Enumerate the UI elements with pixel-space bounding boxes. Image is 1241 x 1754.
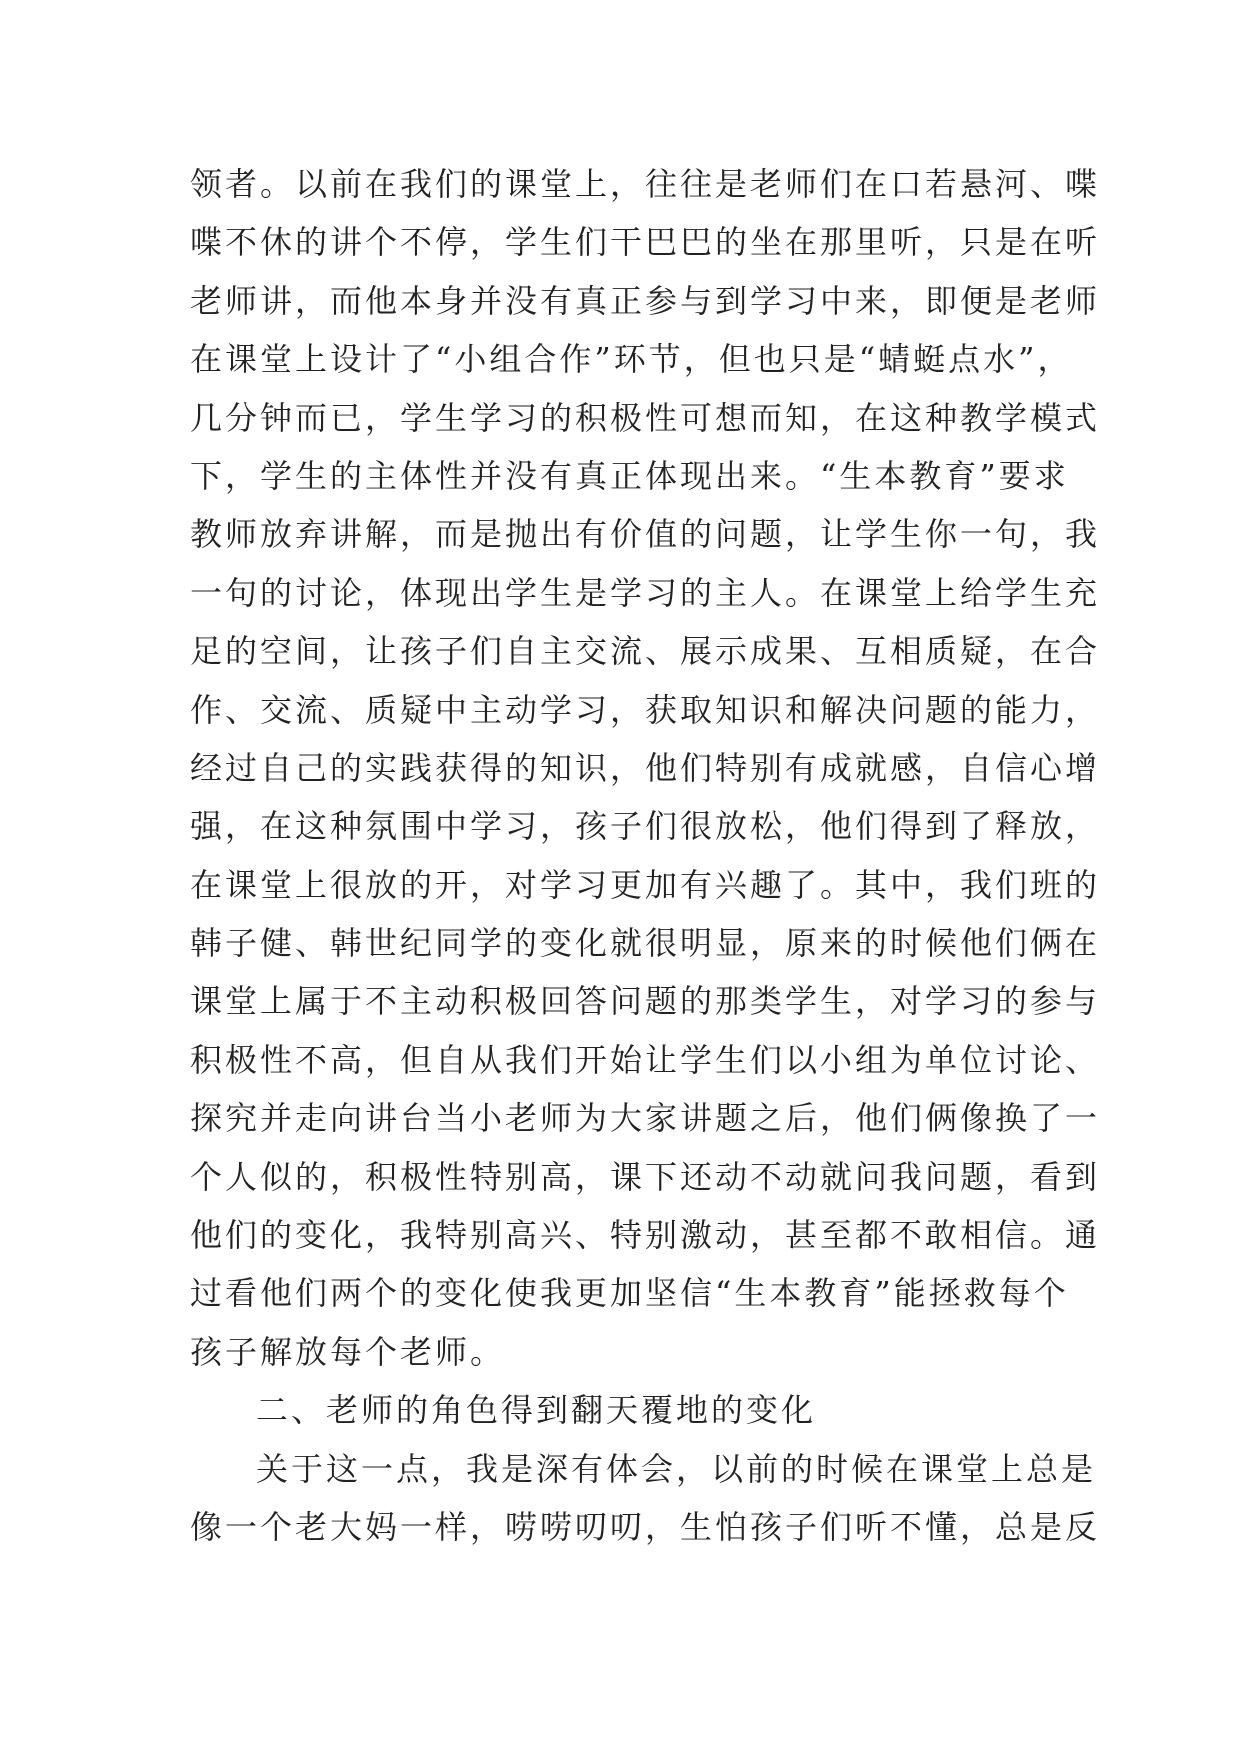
text-line: 课堂上属于不主动积极回答问题的那类学生，对学习的参与 (190, 982, 1101, 1021)
text-line: 教师放弃讲解，而是抛出有价值的问题，让学生你一句，我 (190, 515, 1101, 554)
text-line: 作、交流、质疑中主动学习，获取知识和解决问题的能力， (190, 690, 1101, 729)
text-line: 个人似的，积极性特别高，课下还动不动就问我问题，看到 (190, 1157, 1101, 1196)
paragraph-first-line: 关于这一点，我是深有体会，以前的时候在课堂上总是 (256, 1449, 1097, 1488)
text-line: 喋不休的讲个不停，学生们干巴巴的坐在那里听，只是在听 (190, 223, 1101, 262)
section-heading: 二、老师的角色得到翻天覆地的变化 (256, 1391, 817, 1430)
text-line: 过看他们两个的变化使我更加坚信“生本教育”能拯救每个 (190, 1274, 1069, 1313)
text-line: 领者。以前在我们的课堂上，往往是老师们在口若悬河、喋 (190, 165, 1101, 203)
text-line: 在课堂上很放的开，对学习更加有兴趣了。其中，我们班的 (190, 865, 1101, 904)
text-line: 一句的讨论，体现出学生是学习的主人。在课堂上给学生充 (190, 573, 1101, 612)
text-line: 强，在这种氛围中学习，孩子们很放松，他们得到了释放， (190, 807, 1101, 846)
text-line: 足的空间，让孩子们自主交流、展示成果、互相质疑，在合 (190, 632, 1101, 671)
text-line: 下，学生的主体性并没有真正体现出来。“生本教育”要求 (190, 456, 1069, 495)
text-line: 在课堂上设计了“小组合作”环节，但也只是“蜻蜓点水”， (190, 340, 1073, 379)
text-line: 他们的变化，我特别高兴、特别激动，甚至都不敢相信。通 (190, 1216, 1101, 1255)
text-line: 像一个老大妈一样，唠唠叨叨，生怕孩子们听不懂，总是反 (190, 1507, 1101, 1546)
text-line: 韩子健、韩世纪同学的变化就很明显，原来的时候他们俩在 (190, 924, 1101, 963)
text-line: 孩子解放每个老师。 (190, 1332, 506, 1371)
text-line: 经过自己的实践获得的知识，他们特别有成就感，自信心增 (190, 748, 1101, 787)
text-line: 老师讲，而他本身并没有真正参与到学习中来，即便是老师 (190, 281, 1101, 320)
text-line: 几分钟而已，学生学习的积极性可想而知，在这种教学模式 (190, 398, 1101, 437)
text-line: 探究并走向讲台当小老师为大家讲题之后，他们俩像换了一 (190, 1099, 1101, 1138)
body-text (190, 155, 1101, 1556)
text-line: 积极性不高，但自从我们开始让学生们以小组为单位讨论、 (190, 1040, 1101, 1079)
